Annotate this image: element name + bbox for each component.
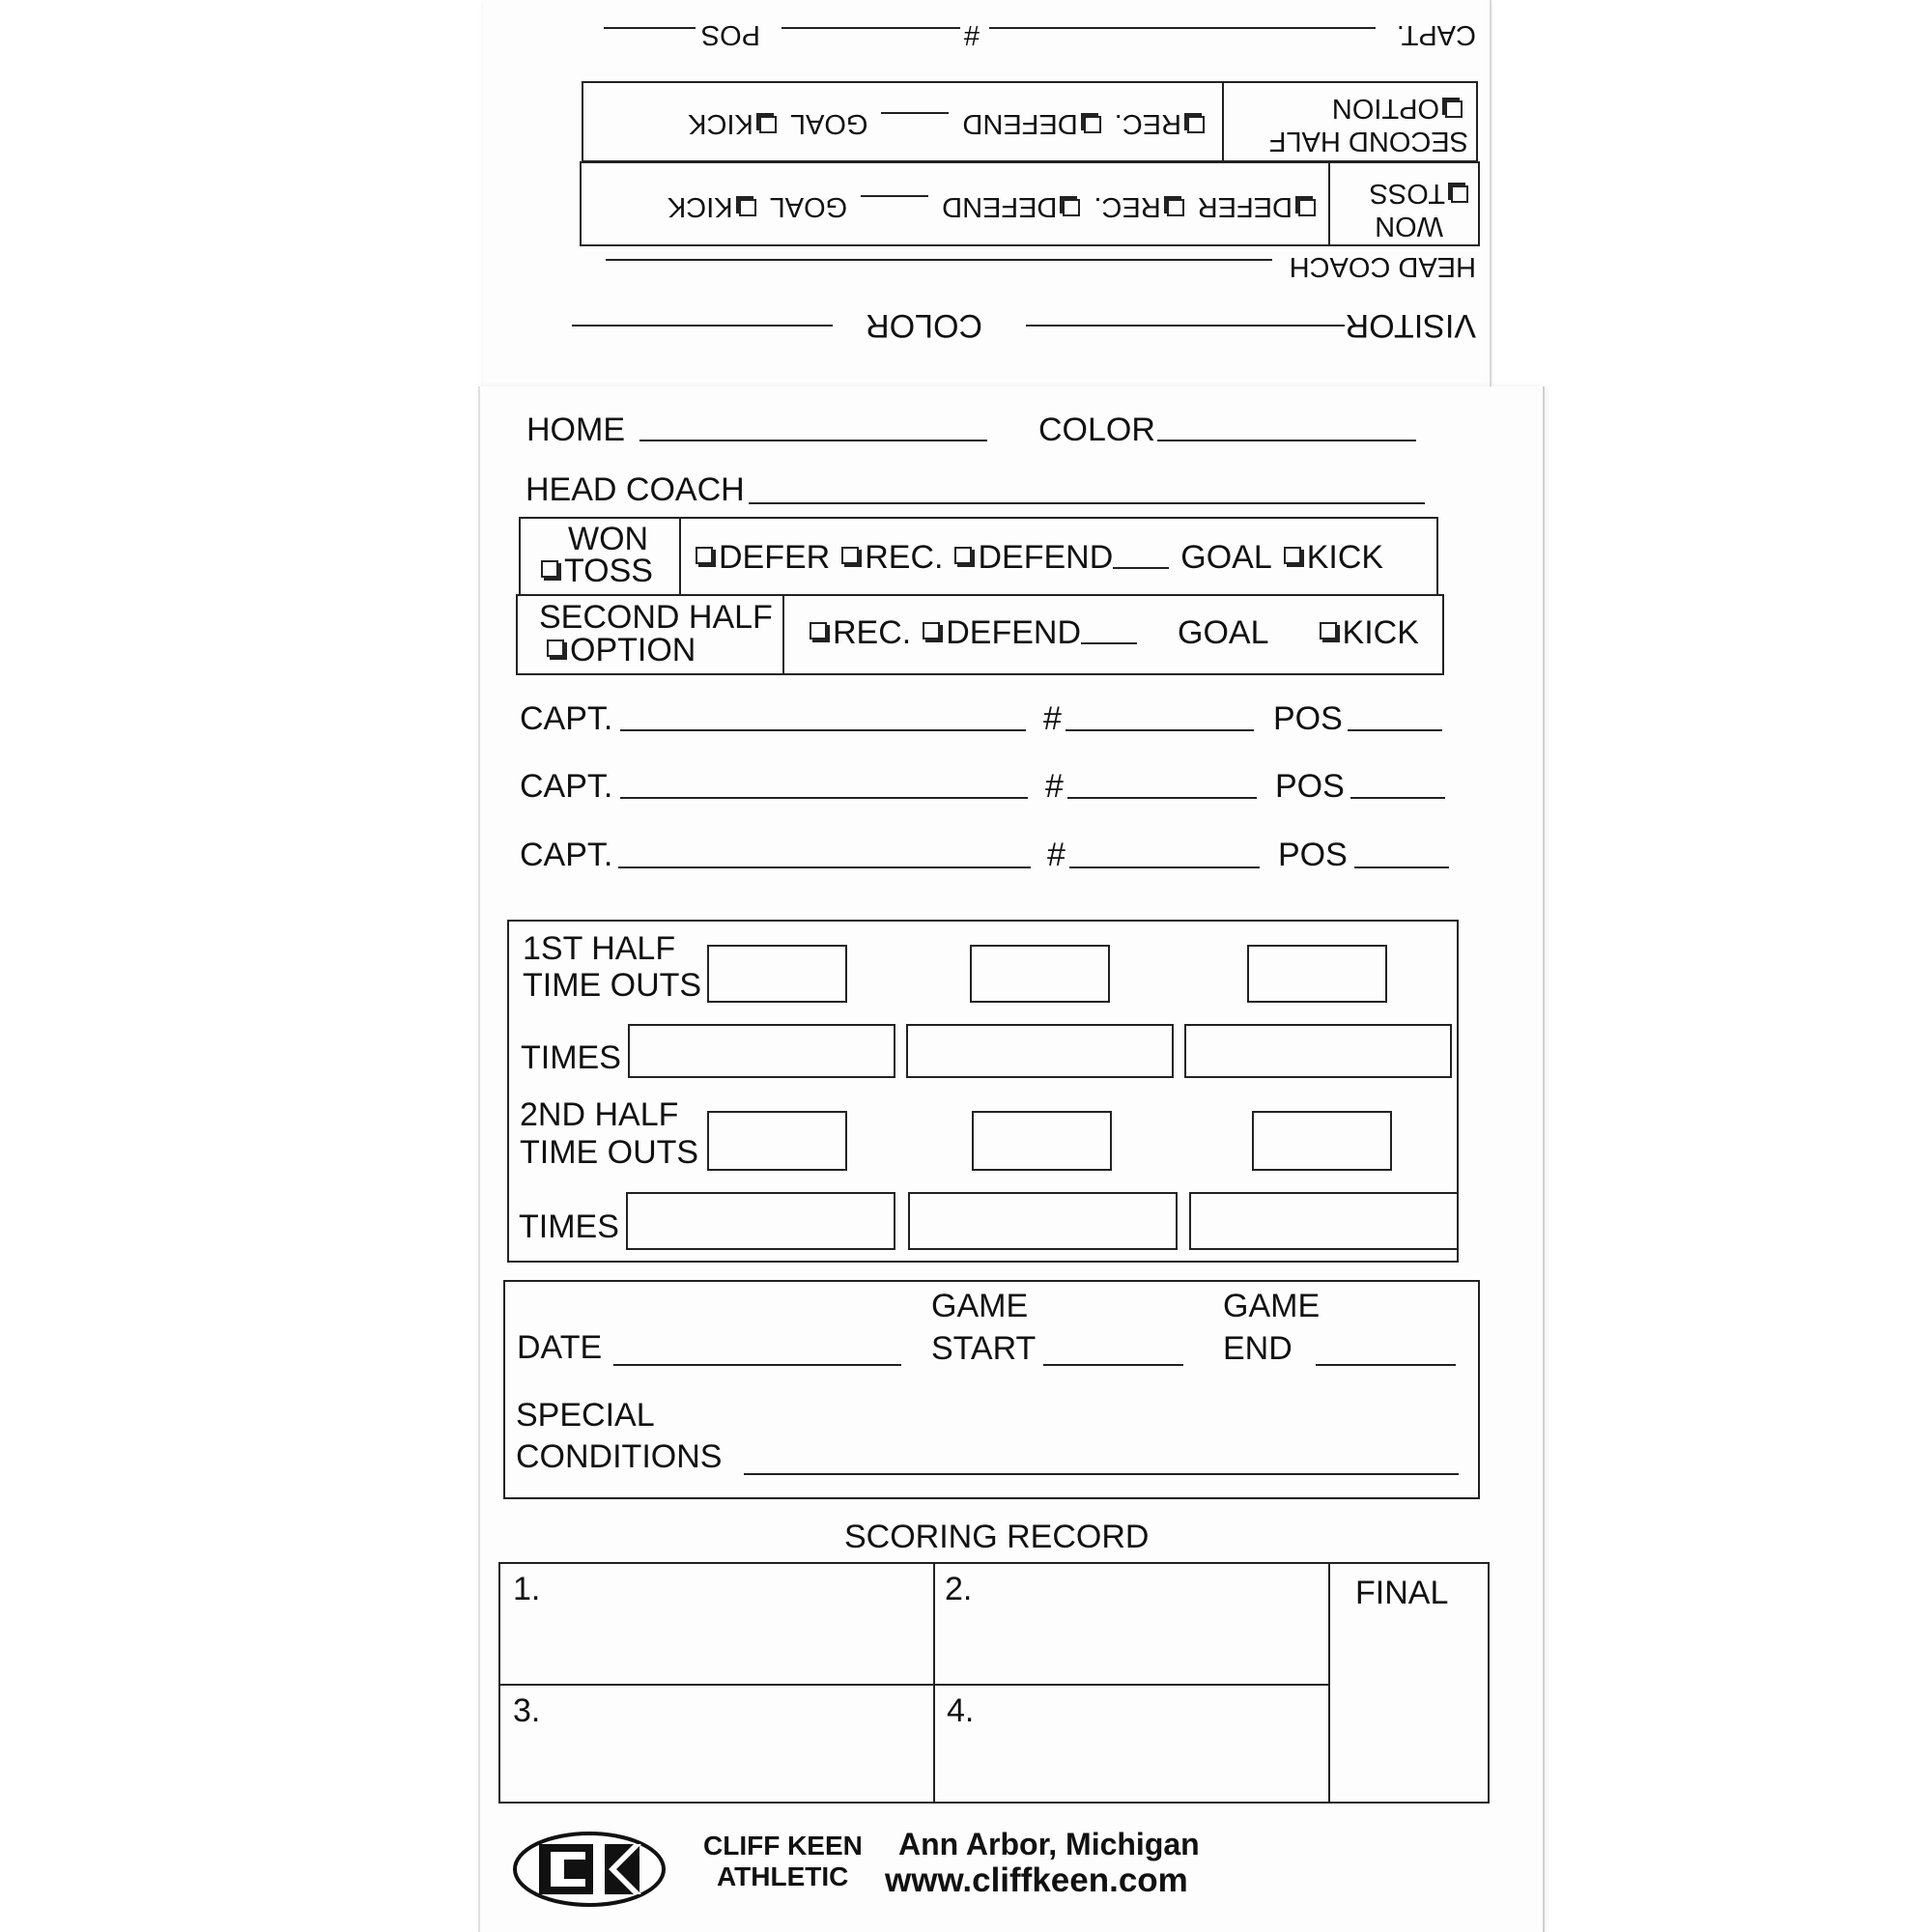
second-half-timeouts-label-2: TIME OUTS <box>520 1134 699 1171</box>
capt-label-2: CAPT. <box>520 768 613 805</box>
number-line-3[interactable] <box>1069 867 1260 868</box>
scoring-cell-2[interactable]: 2. <box>945 1571 973 1607</box>
visitor-toss-option[interactable]: TOSS <box>1370 179 1468 207</box>
checkbox-icon[interactable] <box>810 622 827 639</box>
second-goal-label: GOAL <box>1178 614 1269 651</box>
toss-option[interactable]: TOSS <box>541 554 653 587</box>
defend-goal-line[interactable] <box>1113 546 1169 569</box>
pos-label-2: POS <box>1275 768 1345 805</box>
scoring-final-cell[interactable]: FINAL <box>1355 1575 1449 1611</box>
visitor-second-goal-label: GOAL <box>789 108 868 139</box>
first-half-timeout-box-2[interactable] <box>970 945 1110 1003</box>
second-half-timeout-box-2[interactable] <box>972 1111 1112 1171</box>
second-half-timeouts-label-1: 2ND HALF <box>520 1096 679 1133</box>
visitor-color-line[interactable] <box>572 325 833 327</box>
visitor-kick-option[interactable]: KICK <box>668 192 756 220</box>
pos-line-3[interactable] <box>1354 867 1449 868</box>
first-half-times-label: TIMES <box>521 1039 621 1076</box>
visitor-option-option[interactable]: OPTION <box>1332 94 1463 122</box>
home-head-coach-line[interactable] <box>749 502 1425 504</box>
second-half-timeout-box-3[interactable] <box>1252 1111 1392 1171</box>
home-color-label: COLOR <box>1038 412 1155 448</box>
second-half-timeout-box-1[interactable] <box>707 1111 847 1171</box>
scoring-cell-3[interactable]: 3. <box>513 1692 541 1729</box>
visitor-second-options <box>688 109 1205 137</box>
rec-option[interactable]: REC. <box>841 541 943 574</box>
visitor-defer-option[interactable]: DEFER <box>1198 192 1316 220</box>
checkbox-icon[interactable] <box>696 547 713 564</box>
visitor-first-options <box>668 192 1316 220</box>
checkbox-icon[interactable] <box>547 639 564 657</box>
goal-label: GOAL <box>1180 539 1272 576</box>
visitor-second-defend-option[interactable]: DEFEND <box>962 109 1100 137</box>
second-half-times-label: TIMES <box>519 1208 619 1245</box>
first-half-time-box-3[interactable] <box>1184 1024 1452 1078</box>
number-line-1[interactable] <box>1065 729 1254 731</box>
option-option[interactable]: OPTION <box>547 634 696 667</box>
special-conditions-label-1: SPECIAL <box>516 1397 655 1434</box>
visitor-second-rec-option[interactable]: REC. <box>1115 109 1205 137</box>
game-start-line[interactable] <box>1043 1364 1183 1366</box>
first-half-time-box-2[interactable] <box>906 1024 1174 1078</box>
second-kick-option[interactable]: KICK <box>1320 616 1419 649</box>
checkbox-icon[interactable] <box>1298 200 1316 217</box>
second-half-time-box-1[interactable] <box>626 1192 895 1250</box>
capt-line-3[interactable] <box>618 867 1031 868</box>
date-line[interactable] <box>613 1364 901 1366</box>
game-end-line[interactable] <box>1316 1364 1456 1366</box>
pos-line-2[interactable] <box>1350 797 1445 799</box>
capt-line-1[interactable] <box>620 729 1026 731</box>
checkbox-icon[interactable] <box>541 560 558 578</box>
visitor-number-line[interactable] <box>781 27 960 29</box>
second-half-time-box-3[interactable] <box>1189 1192 1459 1250</box>
checkbox-icon[interactable] <box>1445 101 1463 119</box>
first-half-timeouts-label-1: 1ST HALF <box>523 930 676 967</box>
company-website[interactable]: www.cliffkeen.com <box>885 1861 1188 1899</box>
home-line[interactable] <box>639 440 987 441</box>
checkbox-icon[interactable] <box>759 117 777 134</box>
visitor-label: VISITOR <box>1345 307 1476 344</box>
checkbox-icon[interactable] <box>1284 547 1301 564</box>
second-half-label: SECOND HALF <box>539 599 773 636</box>
checkbox-icon[interactable] <box>841 547 859 564</box>
home-label: HOME <box>526 412 625 448</box>
defend-option[interactable]: DEFEND <box>954 541 1113 574</box>
checkbox-icon[interactable] <box>739 200 756 217</box>
visitor-pos-label: POS <box>700 19 760 50</box>
capt-label-3: CAPT. <box>520 837 613 873</box>
visitor-head-coach-line[interactable] <box>606 259 1272 261</box>
home-head-coach-label: HEAD COACH <box>526 471 745 508</box>
pos-label-1: POS <box>1273 700 1343 737</box>
checkbox-icon[interactable] <box>923 622 940 639</box>
checkbox-icon[interactable] <box>1187 117 1205 134</box>
special-conditions-line[interactable] <box>744 1473 1459 1475</box>
game-start-label-2: START <box>931 1330 1037 1367</box>
pos-line-1[interactable] <box>1348 729 1442 731</box>
second-defend-option[interactable]: DEFEND <box>923 616 1081 649</box>
company-location: Ann Arbor, Michigan <box>898 1827 1200 1861</box>
checkbox-icon[interactable] <box>1167 200 1184 217</box>
number-label-3: # <box>1047 837 1065 873</box>
visitor-capt-line[interactable] <box>989 27 1376 29</box>
second-rec-option[interactable]: REC. <box>810 616 911 649</box>
scoring-divider-3 <box>499 1684 1328 1686</box>
capt-label-1: CAPT. <box>520 700 613 737</box>
visitor-goal-label: GOAL <box>769 191 848 222</box>
visitor-line[interactable] <box>1026 325 1345 327</box>
visitor-number-label: # <box>963 19 980 50</box>
visitor-head-coach-label: HEAD COACH <box>1289 251 1476 282</box>
ck-logo-icon <box>512 1831 667 1908</box>
special-conditions-label-2: CONDITIONS <box>516 1438 723 1475</box>
first-half-timeouts-label-2: TIME OUTS <box>523 967 702 1004</box>
game-end-label-1: GAME <box>1223 1288 1321 1324</box>
visitor-pos-line[interactable] <box>604 27 696 29</box>
checkbox-icon[interactable] <box>1451 186 1468 204</box>
visitor-sheet-rotated-content <box>483 0 1490 386</box>
checkbox-icon[interactable] <box>1063 200 1080 217</box>
defer-option[interactable]: DEFER <box>696 541 830 574</box>
first-half-timeout-box-3[interactable] <box>1247 945 1387 1003</box>
kick-option[interactable]: KICK <box>1284 541 1383 574</box>
checkbox-icon[interactable] <box>954 547 972 564</box>
pos-label-3: POS <box>1278 837 1348 873</box>
first-half-options <box>696 541 1383 574</box>
checkbox-icon[interactable] <box>1084 117 1101 134</box>
scoring-record-title: SCORING RECORD <box>844 1519 1150 1555</box>
visitor-second-kick-option[interactable]: KICK <box>688 109 777 137</box>
first-half-timeout-box-1[interactable] <box>707 945 847 1003</box>
game-start-label-1: GAME <box>931 1288 1029 1324</box>
number-label-2: # <box>1045 768 1064 805</box>
first-half-time-box-1[interactable] <box>628 1024 895 1078</box>
visitor-second-defend-line[interactable] <box>881 113 949 134</box>
checkbox-icon[interactable] <box>1320 622 1337 639</box>
number-line-2[interactable] <box>1067 797 1257 799</box>
visitor-capt-label: CAPT. <box>1396 19 1476 50</box>
second-half-options <box>810 616 1419 649</box>
visitor-defend-option[interactable]: DEFEND <box>942 192 1080 220</box>
visitor-sheet <box>483 0 1492 388</box>
second-defend-goal-line[interactable] <box>1081 621 1137 644</box>
visitor-color-label: COLOR <box>866 307 982 344</box>
second-half-time-box-2[interactable] <box>908 1192 1178 1250</box>
scoring-cell-1[interactable]: 1. <box>513 1571 541 1607</box>
company-name-line-2: ATHLETIC <box>717 1861 849 1891</box>
home-color-line[interactable] <box>1157 440 1416 441</box>
game-end-label-2: END <box>1223 1330 1293 1367</box>
company-name-line-1: CLIFF KEEN <box>703 1831 863 1861</box>
visitor-defend-line[interactable] <box>861 196 928 217</box>
number-label-1: # <box>1043 700 1062 737</box>
date-label: DATE <box>517 1329 603 1366</box>
cliff-keen-logo <box>512 1831 667 1908</box>
scoring-cell-4[interactable]: 4. <box>947 1692 975 1729</box>
capt-line-2[interactable] <box>620 797 1028 799</box>
won-label: WON <box>568 521 649 557</box>
visitor-rec-option[interactable]: REC. <box>1094 192 1183 220</box>
visitor-won-label: WON <box>1375 211 1443 242</box>
visitor-second-half-label: SECOND HALF <box>1268 126 1468 156</box>
